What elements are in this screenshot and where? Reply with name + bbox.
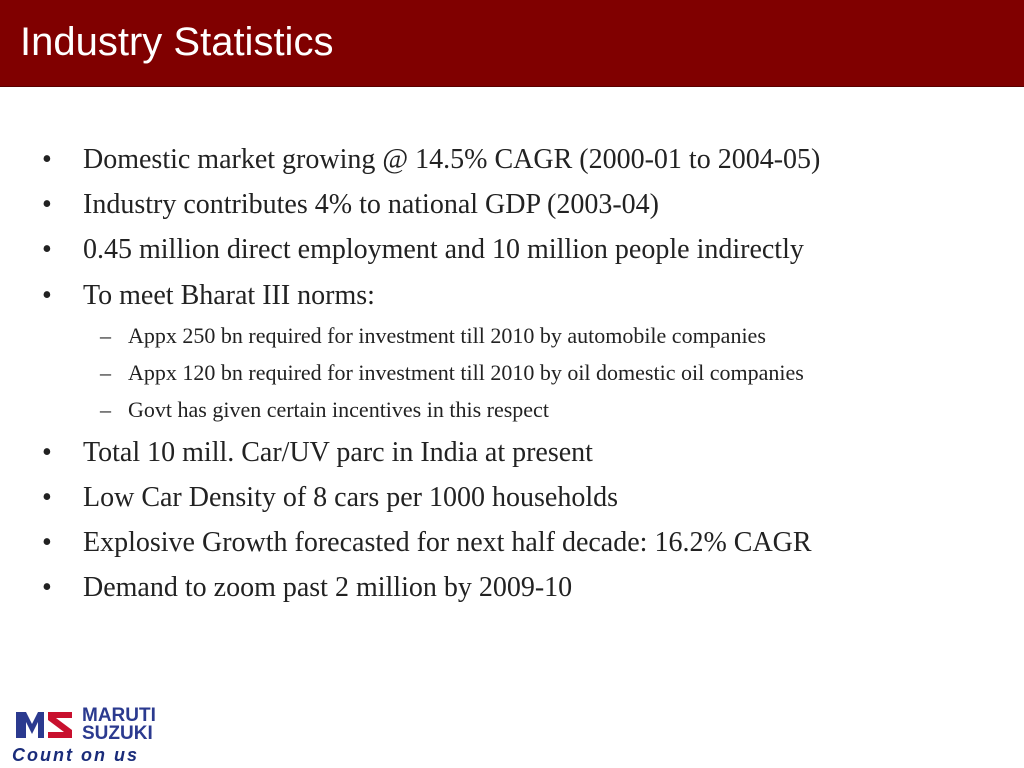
bullet-mark: • — [42, 527, 52, 558]
maruti-suzuki-logo-icon — [12, 706, 76, 742]
logo-maruti-text: MARUTI — [82, 705, 156, 726]
bullet-text: Industry contributes 4% to national GDP (2003-04) — [83, 189, 659, 220]
bullet-text: Low Car Density of 8 cars per 1000 households — [83, 482, 619, 513]
sub-bullet-text: Govt has given certain incentives in this respect — [128, 397, 549, 422]
slide-title: Industry Statistics — [20, 20, 334, 64]
sub-bullet-text: Appx 120 bn required for investment till 2010 by oil domestic oil companies — [128, 360, 804, 385]
sub-bullet-mark: – — [100, 323, 111, 348]
bullet-text: Explosive Growth forecasted for next half decade: 16.2% CAGR — [83, 527, 812, 558]
bullet-text: To meet Bharat III norms: — [83, 280, 375, 311]
sub-bullet-mark: – — [100, 397, 111, 422]
logo-suzuki-text: SUZUKI — [82, 723, 153, 744]
bullet-text: 0.45 million direct employment and 10 million people indirectly — [83, 234, 804, 265]
bullet-mark: • — [42, 280, 52, 311]
logo-tagline: Count on us — [12, 745, 139, 765]
sub-bullet-text: Appx 250 bn required for investment till 2010 by automobile companies — [128, 323, 766, 348]
bullet-mark: • — [42, 189, 52, 220]
bullet-mark: • — [42, 144, 52, 175]
sub-bullet-mark: – — [100, 360, 111, 385]
bullet-mark: • — [42, 437, 52, 468]
bullet-mark: • — [42, 234, 52, 265]
bullet-text: Domestic market growing @ 14.5% CAGR (2000-01 to 2004-05) — [83, 144, 821, 175]
bullet-mark: • — [42, 482, 52, 513]
maruti-suzuki-logo — [12, 703, 212, 765]
bullet-text: Demand to zoom past 2 million by 2009-10 — [83, 572, 573, 603]
bullet-mark: • — [42, 572, 52, 603]
bullet-text: Total 10 mill. Car/UV parc in India at present — [83, 437, 593, 468]
